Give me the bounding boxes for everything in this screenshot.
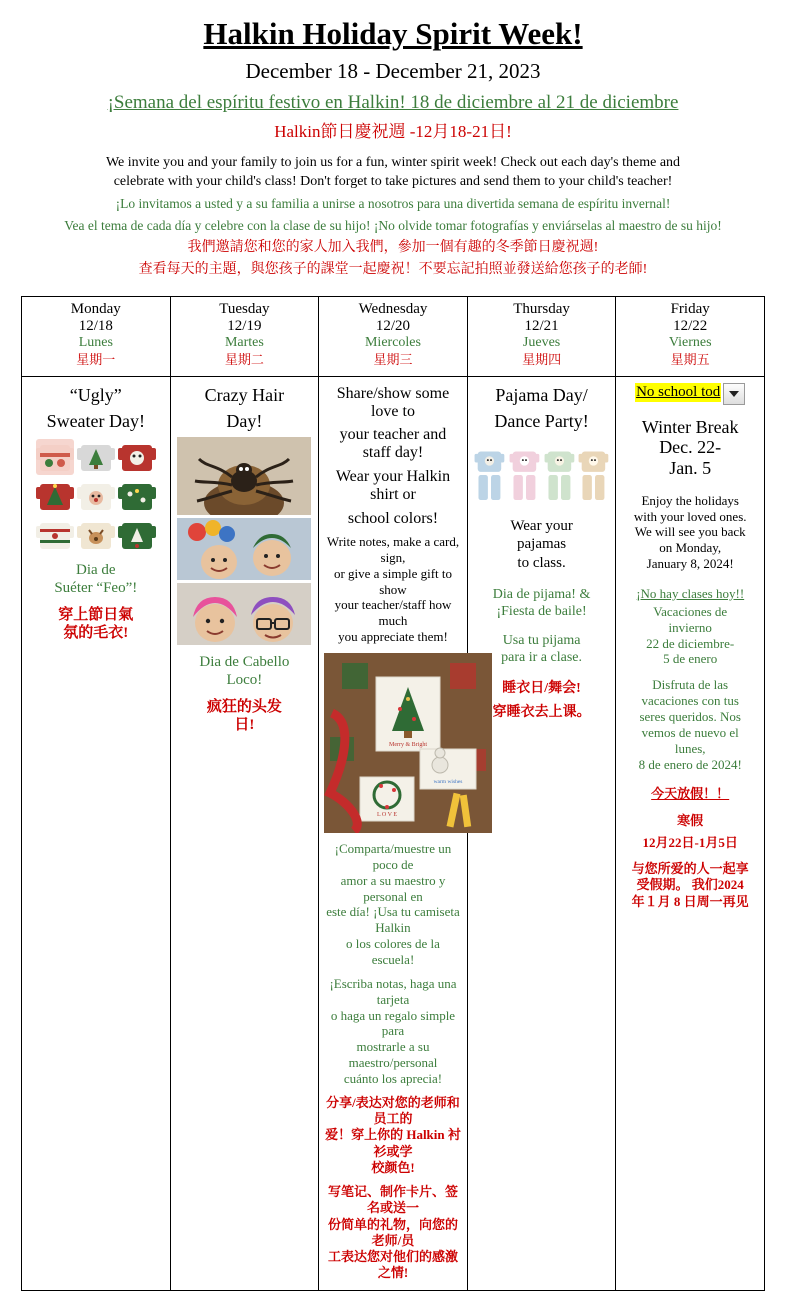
- day-name-en: Thursday: [513, 300, 570, 317]
- wednesday-body-line1: Write notes, make a card, sign,: [326, 533, 460, 565]
- thursday-english-line2: pajamas: [517, 536, 567, 553]
- day-header-thursday: [467, 296, 616, 376]
- friday-english-line5: January 8, 2024!: [646, 556, 734, 572]
- wednesday-spanish-line2: amor a su maestro y personal en: [340, 872, 446, 904]
- intro-english-line1: We invite you and your family to join us for a fun, winter spirit week! Check out each day's theme and: [105, 155, 681, 171]
- monday-title-line1: “Ugly”: [69, 384, 122, 405]
- sweater-icon: [36, 517, 74, 553]
- day-name-es: Viernes: [668, 335, 712, 351]
- flyer-header: [0, 0, 786, 141]
- sweater-icon: [77, 478, 115, 514]
- day-name-en: Wednesday: [358, 300, 428, 317]
- day-name-zh: 星期三: [373, 352, 413, 368]
- friday-chinese-line4: 与您所爱的人一起享: [631, 861, 749, 877]
- svg-text:warm wishes: warm wishes: [433, 778, 463, 785]
- monday-title-line2: Sweater Day!: [46, 410, 146, 431]
- sweater-icon: [77, 517, 115, 553]
- day-name-es: Miercoles: [364, 335, 421, 351]
- pajama-art: [473, 439, 611, 511]
- friday-spanish-line5: 5 de enero: [663, 651, 718, 667]
- friday-english-line1: Enjoy the holidays: [641, 492, 739, 508]
- page-title-spanish: ¡Semana del espíritu festivo en Halkin! 18 de diciembre al 21 de diciembre: [107, 91, 679, 113]
- friday-break-line3: Jan. 5: [669, 457, 712, 478]
- table-header-row: [22, 296, 765, 376]
- wednesday-body-line2: or give a simple gift to show: [333, 565, 453, 597]
- day-date: 12/22: [673, 317, 708, 334]
- sweater-icon: [118, 478, 156, 514]
- friday-chinese-line2: 寒假: [677, 812, 704, 828]
- friday-english-line2: with your loved ones.: [633, 508, 747, 524]
- page-title-chinese: Halkin節日慶祝週 -12月18-21日!: [274, 121, 512, 141]
- monday-chinese-line2: 氛的毛衣!: [63, 625, 129, 642]
- wednesday-chinese-line4: 写笔记、制作卡片、签名或送一: [327, 1184, 458, 1216]
- day-name-en: Friday: [670, 300, 710, 317]
- wednesday-title-line4: school colors!: [347, 510, 439, 528]
- svg-text:L O V E: L O V E: [377, 811, 398, 818]
- thursday-title-line2: Dance Party!: [494, 410, 589, 431]
- thursday-english-line3: to class.: [517, 554, 566, 571]
- day-header-friday: [616, 296, 765, 376]
- friday-spanish-line3: invierno: [668, 619, 712, 635]
- tuesday-title-line1: Crazy Hair: [204, 384, 285, 405]
- friday-spanish-line7: vacaciones con tus: [641, 693, 739, 709]
- friday-chinese-line6: 年１月 8 日周一再见: [631, 893, 749, 909]
- cell-tuesday: [170, 376, 319, 1290]
- no-school-row: [621, 383, 759, 405]
- intro-spanish-line1: ¡Lo invitamos a usted y a su familia a unirse a nosotros para una divertida semana de espíritu invernal!: [115, 196, 671, 212]
- cell-friday: [616, 376, 765, 1290]
- day-header-monday: [22, 296, 171, 376]
- friday-chinese-line1: 今天放假！！: [651, 786, 730, 802]
- cell-wednesday: [319, 376, 468, 1290]
- wednesday-title-line1: Share/show some love to: [336, 384, 450, 420]
- cell-thursday: [467, 376, 616, 1290]
- friday-chinese-line3: 12月22日-1月5日: [642, 834, 738, 850]
- wednesday-spanish-line5: ¡Escriba notas, haga una tarjeta: [329, 975, 457, 1007]
- day-name-en: Tuesday: [219, 300, 270, 317]
- pajama-icon: [577, 439, 610, 511]
- pajama-icon: [543, 439, 576, 511]
- wednesday-body-line3: your teacher/staff how much: [334, 597, 452, 629]
- page-title: Halkin Holiday Spirit Week!: [203, 16, 583, 51]
- svg-text:Merry & Bright: Merry & Bright: [389, 741, 428, 748]
- wednesday-spanish-line4: o los colores de la escuela!: [346, 936, 440, 967]
- friday-break-line1: Winter Break: [641, 416, 739, 437]
- monday-spanish-line1: Dia de: [76, 561, 116, 578]
- sweater-icon: [77, 439, 115, 475]
- friday-spanish-line6: Disfruta de las: [652, 677, 729, 693]
- friday-spanish-line9: vemos de nuevo el: [641, 724, 739, 740]
- day-date: 12/21: [524, 317, 559, 334]
- spirit-week-table: [21, 296, 765, 1291]
- tuesday-title-line2: Day!: [226, 410, 263, 431]
- thursday-chinese-line1: 睡衣日/舞会!: [502, 681, 581, 697]
- pink-hair-photo: [177, 583, 311, 645]
- intro-chinese-line2: 查看每天的主題，與您孩子的課堂一起慶祝！不要忘記拍照並發送給您孩子的老師!: [138, 262, 648, 278]
- wednesday-spanish-line1: ¡Comparta/muestre un poco de: [334, 840, 452, 872]
- wednesday-chinese-line3: 校颜色!: [371, 1159, 415, 1175]
- tuesday-chinese-line2: 日!: [234, 717, 255, 734]
- thursday-chinese-line2: 穿睡衣去上课。: [492, 704, 591, 720]
- tuesday-spanish-line1: Dia de Cabello: [199, 653, 290, 670]
- intro-chinese-line1: 我們邀請您和您的家人加入我們，參加一個有趣的冬季節日慶祝週!: [187, 239, 599, 255]
- day-name-en: Monday: [70, 300, 121, 317]
- friday-english-line3: We will see you back: [634, 524, 746, 540]
- day-date: 12/19: [227, 317, 262, 334]
- thursday-title-line1: Pajama Day/: [495, 384, 588, 405]
- friday-english-line4: on Monday,: [659, 540, 722, 556]
- table-content-row: [22, 376, 765, 1290]
- day-name-zh: 星期一: [76, 352, 116, 368]
- ugly-sweaters-art: [27, 439, 165, 553]
- cell-monday: [22, 376, 171, 1290]
- date-range: December 18 - December 21, 2023: [245, 58, 541, 83]
- friday-chinese-line5: 受假期。 我们2024: [636, 877, 744, 893]
- day-date: 12/20: [375, 317, 411, 334]
- pajama-icon: [473, 439, 506, 511]
- day-date: 12/18: [78, 317, 113, 334]
- day-header-tuesday: [170, 296, 319, 376]
- wednesday-title-line2: your teacher and staff day!: [339, 426, 447, 462]
- no-school-highlight: No school tod: [636, 383, 721, 400]
- wednesday-title-line3: Wear your Halkin shirt or: [335, 468, 451, 504]
- sweater-icon: [118, 517, 156, 553]
- spider-hair-photo: [177, 437, 311, 515]
- thursday-english-line1: Wear your: [510, 517, 573, 534]
- monday-chinese-line1: 穿上節日氣: [58, 606, 134, 623]
- friday-spanish-line10: lunes,: [674, 740, 706, 756]
- wednesday-body-line4: you appreciate them!: [338, 629, 448, 645]
- monday-spanish-line2: Suéter “Feo”!: [54, 580, 138, 597]
- tuesday-spanish-line2: Loco!: [226, 672, 263, 689]
- wednesday-chinese-line2: 爱！穿上你的 Halkin 衬衫或学: [325, 1127, 461, 1159]
- wednesday-spanish-line8: cuánto los aprecia!: [343, 1071, 443, 1086]
- crazy-hair-photos: [177, 437, 311, 645]
- friday-spanish-line1: ¡No hay clases hoy!!: [636, 585, 745, 601]
- handmade-cards-photo: [324, 653, 492, 833]
- thursday-spanish-line4: para ir a clase.: [501, 650, 582, 666]
- day-name-es: Jueves: [522, 335, 561, 351]
- friday-spanish-line11: 8 de enero de 2024!: [638, 756, 742, 772]
- day-name-zh: 星期二: [224, 352, 264, 368]
- wednesday-chinese-line1: 分享/表达对您的老师和员工的: [326, 1094, 460, 1127]
- wednesday-spanish-line6: o haga un regalo simple para: [330, 1007, 456, 1039]
- friday-spanish-line8: seres queridos. Nos: [639, 708, 741, 724]
- chevron-down-icon[interactable]: [723, 383, 745, 405]
- tuesday-chinese-line1: 疯狂的头发: [206, 698, 282, 715]
- sweater-icon: [118, 439, 156, 475]
- thursday-spanish-line1: Dia de pijama! &: [492, 586, 591, 602]
- friday-spanish-line2: Vacaciones de: [653, 603, 728, 619]
- pajama-icon: [508, 439, 541, 511]
- thursday-spanish-line3: Usa tu pijama: [502, 632, 581, 648]
- intro-block: [0, 154, 786, 280]
- day-name-es: Martes: [224, 335, 264, 351]
- day-header-wednesday: [319, 296, 468, 376]
- intro-spanish-line2: Vea el tema de cada día y celebre con la clase de su hijo! ¡No olvide tomar fotografías y enviárselas al maestro de su hijo!: [64, 217, 722, 233]
- day-name-zh: 星期五: [670, 352, 710, 368]
- wednesday-chinese-line6: 工表达您对他们的感激之情!: [327, 1249, 458, 1281]
- wednesday-chinese-line5: 份简单的礼物，向您的老师/员: [327, 1216, 458, 1248]
- wednesday-spanish-line3: este día! ¡Usa tu camiseta Halkin: [326, 904, 460, 936]
- day-name-es: Lunes: [78, 335, 113, 351]
- balloon-hair-photo: [177, 518, 311, 580]
- intro-english-line2: celebrate with your child's class! Don't forget to take pictures and send them to your child's teacher!: [113, 173, 673, 189]
- sweater-icon: [36, 478, 74, 514]
- day-name-zh: 星期四: [522, 352, 562, 368]
- wednesday-spanish-line7: mostrarle a su maestro/personal: [348, 1039, 438, 1071]
- sweater-icon: [36, 439, 74, 475]
- friday-break-line2: Dec. 22-: [659, 437, 722, 458]
- thursday-spanish-line2: ¡Fiesta de baile!: [496, 603, 587, 619]
- friday-spanish-line4: 22 de diciembre-: [646, 635, 735, 651]
